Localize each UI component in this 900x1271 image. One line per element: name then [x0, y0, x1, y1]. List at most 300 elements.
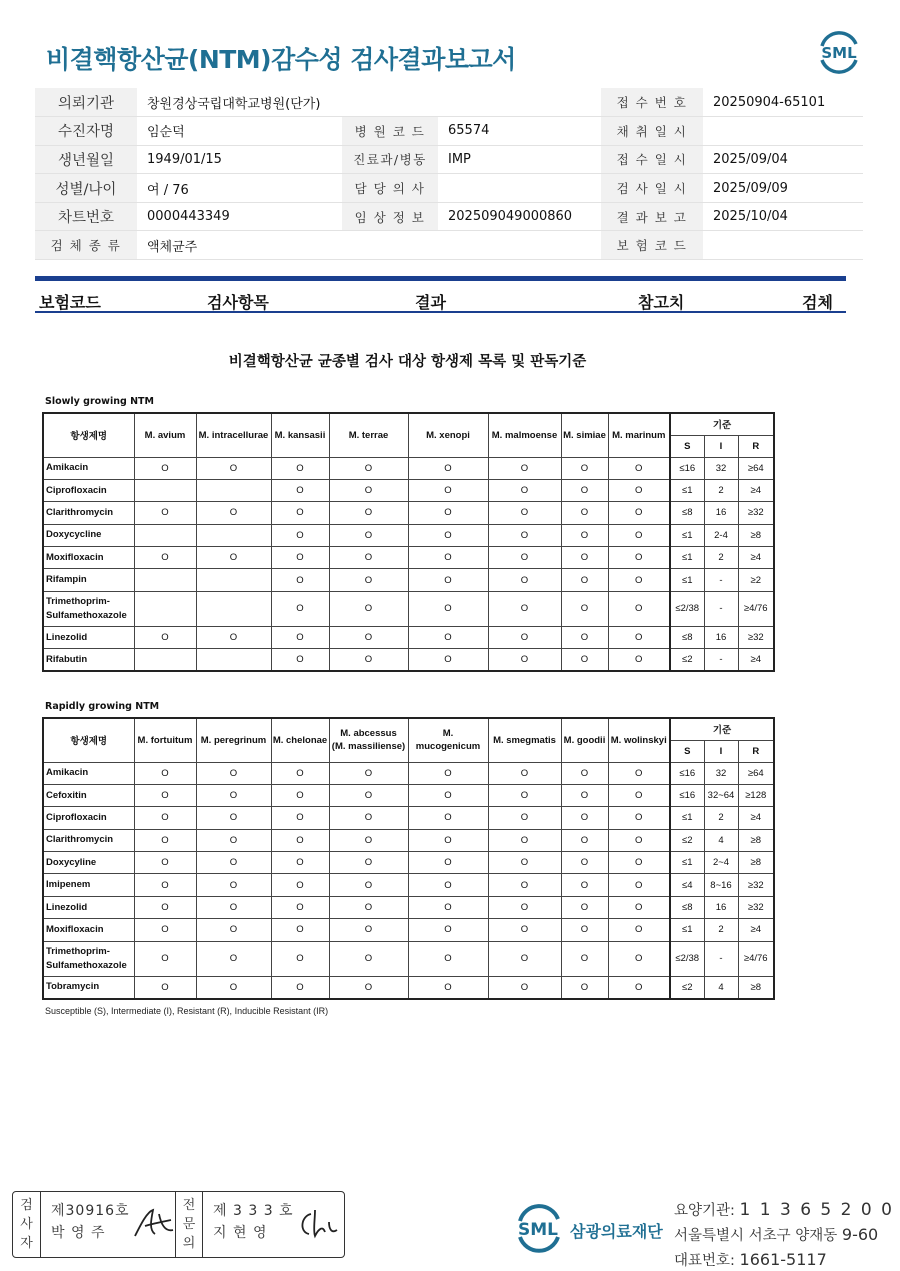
criteria-r: ≥4 — [738, 919, 774, 941]
criteria-s: ≤1 — [670, 852, 704, 874]
species-header: M. mucogenicum — [408, 718, 488, 762]
footnote: Susceptible (S), Intermediate (I), Resistant (R), Inducible Resistant (IR) — [45, 1006, 329, 1016]
criteria-r: ≥2 — [738, 569, 774, 591]
sir-header: I — [704, 740, 738, 762]
criteria-i: - — [704, 569, 738, 591]
criteria-r: ≥8 — [738, 852, 774, 874]
criteria-i: 16 — [704, 626, 738, 648]
species-mark: O — [271, 457, 329, 479]
species-mark: O — [561, 547, 608, 569]
species-mark: O — [134, 457, 196, 479]
species-mark: O — [271, 524, 329, 546]
foundation-name: 삼광의료재단 — [570, 1222, 663, 1241]
species-mark: O — [408, 626, 488, 648]
phone-number: 1661-5117 — [739, 1250, 827, 1269]
species-mark: O — [608, 784, 670, 806]
criteria-r: ≥8 — [738, 524, 774, 546]
col-result: 결과 — [415, 293, 446, 312]
specialist-license-no: 제 3 3 3 호 — [213, 1203, 294, 1219]
species-mark: O — [271, 807, 329, 829]
species-mark: O — [134, 502, 196, 524]
species-mark: O — [329, 626, 408, 648]
species-header: M. marinum — [608, 413, 670, 457]
species-mark: O — [134, 852, 196, 874]
species-mark: O — [271, 976, 329, 998]
table-row — [43, 919, 774, 941]
species-mark: O — [196, 502, 271, 524]
species-mark: O — [329, 591, 408, 626]
species-mark: O — [608, 591, 670, 626]
criteria-r: ≥4 — [738, 479, 774, 501]
species-mark: O — [561, 762, 608, 784]
table-row — [43, 591, 774, 626]
col-test-item: 검사항목 — [207, 293, 269, 312]
criteria-r: ≥8 — [738, 829, 774, 851]
species-mark: O — [608, 649, 670, 671]
species-mark: O — [134, 829, 196, 851]
sml-logo — [814, 28, 864, 76]
species-header: M. simiae — [561, 413, 608, 457]
species-mark: O — [134, 896, 196, 918]
drug-name: Rifampin — [43, 569, 134, 591]
criteria-s: ≤1 — [670, 807, 704, 829]
specialist-heading — [175, 1192, 203, 1257]
species-mark: O — [408, 547, 488, 569]
species-mark: O — [408, 457, 488, 479]
drug-name: Ciprofloxacin — [43, 807, 134, 829]
table-row — [43, 829, 774, 851]
table-row — [43, 784, 774, 806]
species-mark: O — [608, 919, 670, 941]
table-row — [43, 807, 774, 829]
criteria-i: 4 — [704, 976, 738, 998]
species-mark: O — [329, 524, 408, 546]
specialist-signature — [295, 1206, 341, 1242]
species-mark: O — [196, 976, 271, 998]
species-mark: O — [488, 502, 561, 524]
species-mark: O — [488, 762, 561, 784]
species-mark: O — [488, 649, 561, 671]
criteria-r: ≥4/76 — [738, 941, 774, 976]
species-mark — [196, 649, 271, 671]
species-mark: O — [271, 502, 329, 524]
species-mark: O — [608, 479, 670, 501]
species-mark: O — [561, 524, 608, 546]
species-mark: O — [271, 626, 329, 648]
species-mark — [134, 591, 196, 626]
drug-name: Imipenem — [43, 874, 134, 896]
species-header: M. terrae — [329, 413, 408, 457]
drug-name: Moxifloxacin — [43, 919, 134, 941]
info-row — [35, 117, 863, 146]
criteria-r: ≥32 — [738, 874, 774, 896]
info-value: 1949/01/15 — [137, 145, 342, 174]
info-value: 2025/09/09 — [703, 174, 863, 203]
specialist-block — [213, 1200, 294, 1244]
species-mark: O — [134, 976, 196, 998]
species-mark — [196, 591, 271, 626]
species-header: M. wolinskyi — [608, 718, 670, 762]
heading-char: 사 — [20, 1217, 33, 1232]
species-mark: O — [196, 896, 271, 918]
info-label: 진료과/병동 — [342, 145, 438, 174]
species-mark: O — [561, 807, 608, 829]
species-mark: O — [134, 547, 196, 569]
species-header: M. fortuitum — [134, 718, 196, 762]
criteria-r: ≥8 — [738, 976, 774, 998]
info-label: 의뢰기관 — [35, 88, 137, 117]
criteria-i: 2-4 — [704, 524, 738, 546]
species-mark: O — [608, 852, 670, 874]
info-label: 병 원 코 드 — [342, 117, 438, 146]
slow-ntm-table — [42, 412, 775, 672]
svg-text:SML: SML — [518, 1220, 558, 1240]
species-mark: O — [608, 976, 670, 998]
species-mark: O — [488, 976, 561, 998]
species-mark: O — [271, 784, 329, 806]
drug-header: 항생제명 — [43, 718, 134, 762]
drug-name: Cefoxitin — [43, 784, 134, 806]
species-mark: O — [561, 626, 608, 648]
species-mark: O — [329, 919, 408, 941]
table-row — [43, 649, 774, 671]
examiner-signature — [131, 1204, 177, 1244]
species-mark: O — [271, 569, 329, 591]
species-mark: O — [408, 874, 488, 896]
species-mark: O — [608, 524, 670, 546]
criteria-r: ≥32 — [738, 626, 774, 648]
criteria-r: ≥4 — [738, 547, 774, 569]
species-header: M. abcessus (M. massiliense) — [329, 718, 408, 762]
info-value: 202509049000860 — [438, 202, 601, 231]
species-mark: O — [329, 941, 408, 976]
address-number: 9-60 — [841, 1225, 879, 1244]
info-value: 임순덕 — [137, 117, 342, 146]
species-mark: O — [408, 591, 488, 626]
section-title: 비결핵항산균 균종별 검사 대상 항생제 목록 및 판독기준 — [228, 354, 587, 370]
species-mark: O — [408, 976, 488, 998]
phone-label: 대표번호: — [674, 1253, 735, 1269]
address: 서울특별시 서초구 양재동 — [674, 1228, 838, 1244]
table-row — [43, 896, 774, 918]
criteria-i: 4 — [704, 829, 738, 851]
drug-name: Amikacin — [43, 762, 134, 784]
patient-info-table — [35, 88, 863, 260]
species-mark: O — [561, 591, 608, 626]
contact-info — [674, 1198, 894, 1271]
criteria-r: ≥128 — [738, 784, 774, 806]
slow-section-label: Slowly growing NTM — [45, 396, 154, 407]
header-row — [43, 718, 774, 740]
svg-text:SML: SML — [821, 44, 857, 62]
species-mark: O — [329, 547, 408, 569]
species-mark: O — [561, 874, 608, 896]
info-value — [703, 231, 863, 260]
result-header — [35, 281, 846, 313]
species-mark — [134, 479, 196, 501]
species-mark: O — [561, 852, 608, 874]
species-mark: O — [408, 784, 488, 806]
info-label: 결 과 보 고 — [601, 202, 703, 231]
species-mark: O — [408, 829, 488, 851]
species-mark: O — [488, 784, 561, 806]
species-mark — [134, 649, 196, 671]
species-mark: O — [488, 547, 561, 569]
species-mark: O — [196, 457, 271, 479]
species-mark: O — [329, 569, 408, 591]
criteria-i: 2~4 — [704, 852, 738, 874]
info-value: 여 / 76 — [137, 174, 342, 203]
criteria-r: ≥64 — [738, 762, 774, 784]
species-mark: O — [196, 784, 271, 806]
species-mark: O — [561, 919, 608, 941]
criteria-i: 2 — [704, 807, 738, 829]
species-mark: O — [561, 941, 608, 976]
info-value: 액체균주 — [137, 231, 601, 260]
species-mark: O — [271, 896, 329, 918]
info-label: 담 당 의 사 — [342, 174, 438, 203]
species-header: M. avium — [134, 413, 196, 457]
sir-header: S — [670, 435, 704, 457]
signature-box — [12, 1191, 345, 1258]
drug-name: Rifabutin — [43, 649, 134, 671]
info-label: 임 상 정 보 — [342, 202, 438, 231]
species-mark: O — [329, 762, 408, 784]
drug-name: Linezolid — [43, 896, 134, 918]
species-mark: O — [408, 502, 488, 524]
species-header: M. chelonae — [271, 718, 329, 762]
species-mark: O — [329, 874, 408, 896]
criteria-i: 2 — [704, 547, 738, 569]
specialist-name: 지 현 영 — [213, 1225, 268, 1241]
agency-number: 1 1 3 6 5 2 0 0 — [739, 1200, 894, 1220]
species-mark: O — [134, 784, 196, 806]
drug-name: Clarithromycin — [43, 829, 134, 851]
table-row — [43, 941, 774, 976]
drug-name: Doxycycline — [43, 524, 134, 546]
species-mark: O — [608, 829, 670, 851]
criteria-s: ≤16 — [670, 762, 704, 784]
info-label: 채 취 일 시 — [601, 117, 703, 146]
table-row — [43, 457, 774, 479]
criteria-s: ≤2 — [670, 976, 704, 998]
heading-char: 검 — [20, 1198, 33, 1213]
species-mark: O — [271, 762, 329, 784]
species-mark: O — [408, 479, 488, 501]
criteria-i: 16 — [704, 896, 738, 918]
drug-name: Trimethoprim- Sulfamethoxazole — [43, 941, 134, 976]
species-header: M. intracellurae — [196, 413, 271, 457]
species-mark: O — [329, 896, 408, 918]
species-mark: O — [271, 941, 329, 976]
info-value: 0000443349 — [137, 202, 342, 231]
table-row — [43, 976, 774, 998]
header-row — [43, 413, 774, 435]
criteria-i: 2 — [704, 479, 738, 501]
species-header: M. kansasii — [271, 413, 329, 457]
species-mark: O — [196, 626, 271, 648]
criteria-s: ≤2 — [670, 829, 704, 851]
species-header: M. smegmatis — [488, 718, 561, 762]
species-mark: O — [271, 479, 329, 501]
criteria-s: ≤8 — [670, 626, 704, 648]
species-mark: O — [271, 649, 329, 671]
criteria-s: ≤1 — [670, 547, 704, 569]
species-header: M. peregrinum — [196, 718, 271, 762]
heading-char: 전 — [182, 1198, 196, 1213]
species-mark: O — [408, 941, 488, 976]
info-value: 20250904-65101 — [703, 88, 863, 117]
table-row — [43, 626, 774, 648]
species-mark: O — [608, 457, 670, 479]
species-mark: O — [271, 547, 329, 569]
info-value: 창원경상국립대학교병원(단가) — [137, 88, 601, 117]
drug-name: Doxycyline — [43, 852, 134, 874]
species-mark: O — [408, 896, 488, 918]
sir-header: S — [670, 740, 704, 762]
species-mark: O — [271, 874, 329, 896]
species-mark: O — [329, 852, 408, 874]
species-mark: O — [196, 807, 271, 829]
species-mark: O — [196, 762, 271, 784]
info-row — [35, 231, 863, 260]
drug-name: Tobramycin — [43, 976, 134, 998]
criteria-r: ≥4 — [738, 807, 774, 829]
info-value: 2025/09/04 — [703, 145, 863, 174]
species-mark: O — [488, 626, 561, 648]
criteria-s: ≤4 — [670, 874, 704, 896]
heading-char: 문 — [182, 1217, 196, 1232]
species-mark: O — [488, 479, 561, 501]
species-mark: O — [488, 941, 561, 976]
drug-name: Trimethoprim- Sulfamethoxazole — [43, 591, 134, 626]
criteria-r: ≥4/76 — [738, 591, 774, 626]
info-row — [35, 145, 863, 174]
footer-sml-logo — [512, 1199, 564, 1257]
species-mark: O — [134, 626, 196, 648]
species-mark: O — [488, 569, 561, 591]
species-mark — [196, 479, 271, 501]
info-label: 접 수 일 시 — [601, 145, 703, 174]
criteria-s: ≤16 — [670, 457, 704, 479]
species-mark: O — [608, 874, 670, 896]
table-row — [43, 479, 774, 501]
species-mark: O — [134, 874, 196, 896]
heading-char: 자 — [20, 1236, 33, 1251]
species-mark: O — [561, 569, 608, 591]
species-mark: O — [608, 896, 670, 918]
species-mark: O — [488, 919, 561, 941]
info-label: 검 체 종 류 — [35, 231, 137, 260]
drug-header: 항생제명 — [43, 413, 134, 457]
drug-name: Moxifloxacin — [43, 547, 134, 569]
species-mark: O — [608, 502, 670, 524]
species-mark: O — [561, 896, 608, 918]
table-row — [43, 762, 774, 784]
species-mark: O — [329, 976, 408, 998]
criteria-s: ≤2/38 — [670, 591, 704, 626]
species-mark: O — [608, 762, 670, 784]
info-label: 차트번호 — [35, 202, 137, 231]
species-mark: O — [134, 919, 196, 941]
report-title: 비결핵항산균(NTM)감수성 검사결과보고서 — [46, 45, 516, 74]
species-mark: O — [196, 919, 271, 941]
sir-header: R — [738, 740, 774, 762]
species-mark: O — [329, 649, 408, 671]
table-row — [43, 852, 774, 874]
species-mark: O — [488, 896, 561, 918]
info-value: 2025/10/04 — [703, 202, 863, 231]
criteria-s: ≤2/38 — [670, 941, 704, 976]
info-value: 65574 — [438, 117, 601, 146]
criteria-s: ≤1 — [670, 919, 704, 941]
criteria-s: ≤1 — [670, 569, 704, 591]
criteria-i: 32 — [704, 762, 738, 784]
species-mark: O — [488, 524, 561, 546]
species-mark — [196, 524, 271, 546]
examiner-license-no: 제30916호 — [51, 1203, 130, 1219]
species-mark: O — [408, 852, 488, 874]
info-row — [35, 174, 863, 203]
criteria-s: ≤2 — [670, 649, 704, 671]
species-mark: O — [408, 524, 488, 546]
species-mark: O — [408, 807, 488, 829]
criteria-i: 2 — [704, 919, 738, 941]
criteria-r: ≥4 — [738, 649, 774, 671]
species-mark: O — [561, 829, 608, 851]
examiner-heading — [13, 1192, 41, 1257]
criteria-i: 32~64 — [704, 784, 738, 806]
species-mark: O — [561, 457, 608, 479]
col-reference: 참고치 — [638, 293, 685, 312]
sir-header: I — [704, 435, 738, 457]
species-mark: O — [561, 784, 608, 806]
species-mark: O — [329, 784, 408, 806]
drug-name: Clarithromycin — [43, 502, 134, 524]
species-mark: O — [329, 457, 408, 479]
criteria-i: 16 — [704, 502, 738, 524]
sir-header: R — [738, 435, 774, 457]
examiner-name: 박 영 주 — [51, 1225, 106, 1241]
species-header: M. xenopi — [408, 413, 488, 457]
criteria-s: ≤16 — [670, 784, 704, 806]
species-mark: O — [561, 479, 608, 501]
criteria-s: ≤8 — [670, 896, 704, 918]
species-mark: O — [408, 762, 488, 784]
species-mark: O — [408, 919, 488, 941]
species-mark: O — [488, 829, 561, 851]
species-mark: O — [134, 807, 196, 829]
criteria-r: ≥64 — [738, 457, 774, 479]
species-mark: O — [561, 649, 608, 671]
species-mark: O — [488, 457, 561, 479]
species-mark: O — [134, 941, 196, 976]
table-row — [43, 502, 774, 524]
species-mark: O — [196, 547, 271, 569]
species-mark: O — [271, 919, 329, 941]
info-label: 보 험 코 드 — [601, 231, 703, 260]
species-mark: O — [196, 829, 271, 851]
table-row — [43, 569, 774, 591]
species-mark: O — [134, 762, 196, 784]
criteria-i: - — [704, 941, 738, 976]
species-mark: O — [196, 874, 271, 896]
species-mark: O — [271, 829, 329, 851]
species-mark: O — [196, 941, 271, 976]
info-label: 수진자명 — [35, 117, 137, 146]
species-mark: O — [608, 547, 670, 569]
species-mark: O — [271, 852, 329, 874]
